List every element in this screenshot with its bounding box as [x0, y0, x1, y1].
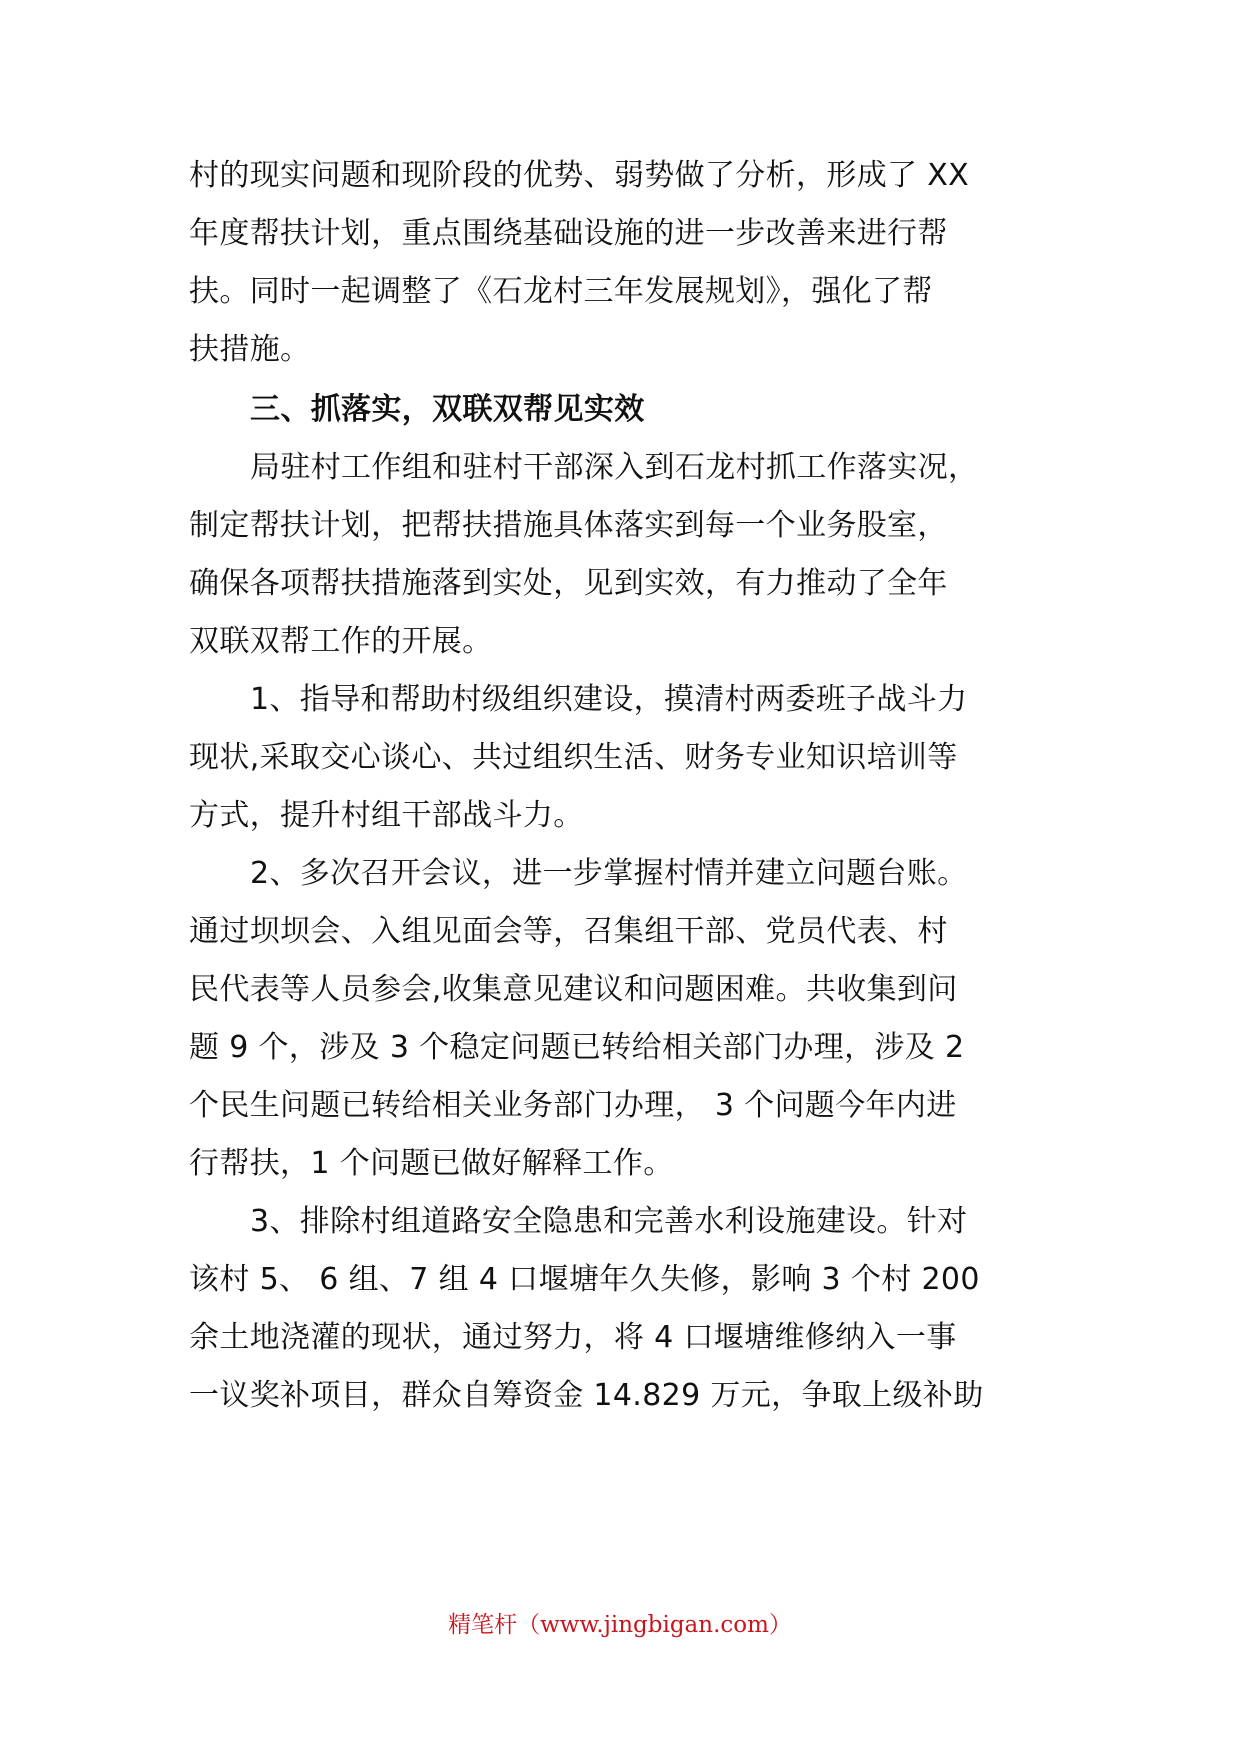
paragraph-line: 题 9 个，涉及 3 个稳定问题已转给相关部门办理，涉及 2 — [189, 1030, 965, 1065]
paragraph-line: 村的现实问题和现阶段的优势、弱势做了分析，形成了 XX — [189, 158, 970, 193]
section-heading: 三、抓落实，双联双帮见实效 — [250, 392, 645, 427]
paragraph-line: 扶。同时一起调整了《石龙村三年发展规划》，强化了帮 — [189, 274, 933, 309]
paragraph-line: 行帮扶，1 个问题已做好解释工作。 — [189, 1146, 674, 1181]
paragraph-line: 制定帮扶计划，把帮扶措施具体落实到每一个业务股室， — [189, 508, 948, 543]
paragraph-line: 通过坝坝会、入组见面会等，召集组干部、党员代表、村 — [189, 914, 948, 949]
paragraph-line: 1、指导和帮助村级组织建设，摸清村两委班子战斗力 — [250, 682, 968, 717]
paragraph-line: 现状,采取交心谈心、共过组织生活、财务专业知识培训等 — [189, 740, 958, 775]
paragraph-line: 年度帮扶计划，重点围绕基础设施的进一步改善来进行帮 — [189, 216, 948, 251]
footer-watermark-link[interactable]: 精笔杆（www.jingbigan.com） — [448, 1612, 792, 1638]
paragraph-line: 确保各项帮扶措施落到实处，见到实效，有力推动了全年 — [189, 566, 948, 601]
paragraph-line: 局驻村工作组和驻村干部深入到石龙村抓工作落实况， — [250, 450, 979, 485]
paragraph-line: 双联双帮工作的开展。 — [189, 624, 493, 659]
paragraph-line: 方式，提升村组干部战斗力。 — [189, 798, 584, 833]
paragraph-line: 扶措施。 — [189, 332, 311, 367]
paragraph-line: 民代表等人员参会,收集意见建议和问题困难。共收集到问 — [189, 972, 958, 1007]
paragraph-line: 2、多次召开会议，进一步掌握村情并建立问题台账。 — [250, 856, 968, 891]
paragraph-line: 余土地浇灌的现状，通过努力，将 4 口堰塘维修纳入一事 — [189, 1320, 957, 1355]
paragraph-line: 个民生问题已转给相关业务部门办理， 3 个问题今年内进 — [189, 1088, 957, 1123]
paragraph-line: 该村 5、 6 组、7 组 4 口堰塘年久失修，影响 3 个村 200 — [189, 1262, 980, 1297]
paragraph-line: 一议奖补项目，群众自筹资金 14.829 万元，争取上级补助 — [189, 1378, 984, 1413]
paragraph-line: 3、排除村组道路安全隐患和完善水利设施建设。针对 — [250, 1204, 968, 1239]
